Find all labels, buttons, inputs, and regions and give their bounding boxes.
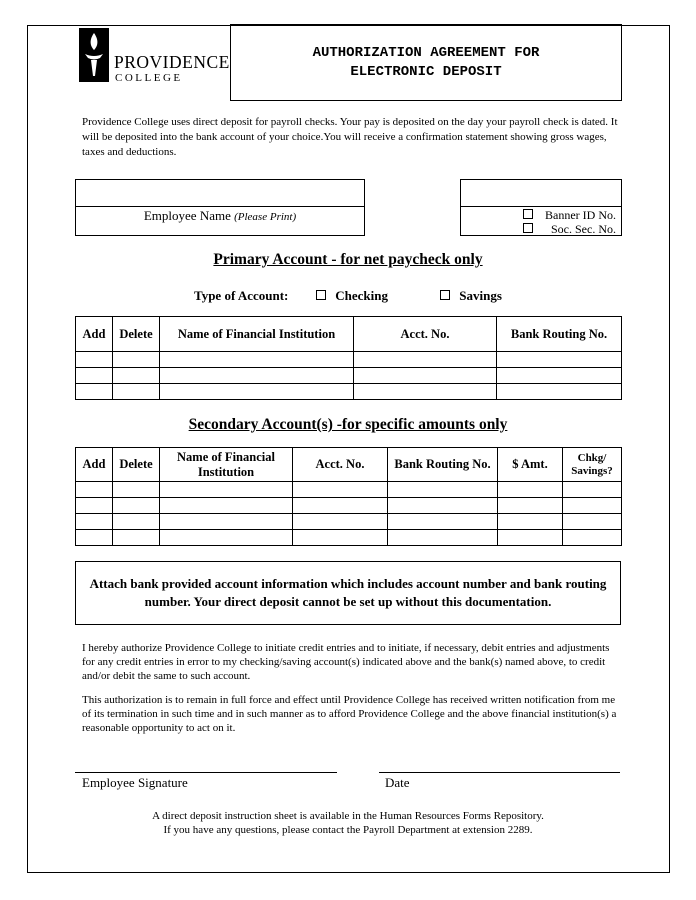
savings-checkbox[interactable] xyxy=(440,290,450,300)
logo-subtitle: COLLEGE xyxy=(115,72,183,84)
logo-name: PROVIDENCE xyxy=(114,52,230,72)
signature-line[interactable] xyxy=(75,772,337,773)
employee-name-field[interactable] xyxy=(76,180,364,206)
col-amount: $ Amt. xyxy=(498,448,563,482)
account-type-label: Type of Account: xyxy=(194,288,289,303)
college-logo-icon xyxy=(79,28,109,82)
banner-id-option[interactable]: Banner ID No. xyxy=(523,208,616,223)
table-row[interactable] xyxy=(76,514,622,530)
footer-line-1: A direct deposit instruction sheet is available in the Human Resources Forms Repository. xyxy=(152,810,544,822)
checking-option[interactable]: Checking xyxy=(316,288,388,304)
table-row[interactable] xyxy=(76,482,622,498)
form-title xyxy=(230,24,622,101)
employee-id-field[interactable] xyxy=(461,180,621,206)
table-row[interactable] xyxy=(76,352,622,368)
table-row[interactable] xyxy=(76,384,622,400)
table-header-row xyxy=(76,317,622,352)
col-delete: Delete xyxy=(113,448,160,482)
banner-id-checkbox[interactable] xyxy=(523,209,533,219)
ssn-option[interactable]: Soc. Sec. No. xyxy=(523,222,616,237)
table-row[interactable] xyxy=(76,498,622,514)
col-routing-no: Bank Routing No. xyxy=(388,448,498,482)
col-acct-no: Acct. No. xyxy=(293,448,388,482)
col-chkg-savings: Chkg/ Savings? xyxy=(563,448,622,482)
secondary-account-table xyxy=(75,447,622,546)
employee-name-box xyxy=(75,179,365,236)
col-institution: Name of Financial Institution xyxy=(160,448,293,482)
authorization-paragraph-2: This authorization is to remain in full force and effect until Providence College has received written notification from me of its termination in such time and in such manner as to afford Providence College and the above financial institution(s) a reasonable opportunity to act on it. xyxy=(82,694,617,734)
col-add: Add xyxy=(76,448,113,482)
footer-line-2: If you have any questions, please contact the Payroll Department at extension 2289. xyxy=(163,824,533,836)
date-label: Date xyxy=(385,775,410,790)
employee-name-hint: (Please Print) xyxy=(234,211,297,223)
documentation-notice: Attach bank provided account information which includes account number and bank routing number. Your direct deposit cannot be set up without this documentation. xyxy=(75,561,621,625)
col-routing-no: Bank Routing No. xyxy=(497,317,622,352)
checking-checkbox[interactable] xyxy=(316,290,326,300)
table-header-row xyxy=(76,448,622,482)
ssn-checkbox[interactable] xyxy=(523,223,533,233)
savings-option[interactable]: Savings xyxy=(440,288,502,304)
primary-account-table xyxy=(75,316,622,400)
col-delete: Delete xyxy=(113,317,160,352)
col-acct-no: Acct. No. xyxy=(354,317,497,352)
table-row[interactable] xyxy=(76,530,622,546)
title-line-2: ELECTRONIC DEPOSIT xyxy=(350,63,502,80)
employee-signature-label: Employee Signature xyxy=(82,775,188,790)
employee-name-label: Employee Name (Please Print) xyxy=(143,208,297,223)
col-add: Add xyxy=(76,317,113,352)
title-line-1: AUTHORIZATION AGREEMENT FOR xyxy=(312,44,540,61)
authorization-paragraph-1: I hereby authorize Providence College to initiate credit entries and to initiate, if necessary, debit entries and adjustments for any credit entries in error to my checking/saving account(s) indicated above and the bank(s) named above, to credit and/or debit the same to such account. xyxy=(82,642,610,682)
intro-paragraph: Providence College uses direct deposit for payroll checks. Your pay is deposited on the day your payroll check is dated. It will be deposited into the bank account of your choice.You will receive a confirmation statement showing gross wages, taxes and deductions. xyxy=(82,116,618,158)
employee-id-box xyxy=(460,179,622,236)
table-row[interactable] xyxy=(76,368,622,384)
primary-account-heading: Primary Account - for net paycheck only xyxy=(213,251,483,268)
col-institution: Name of Financial Institution xyxy=(160,317,354,352)
secondary-account-heading: Secondary Account(s) -for specific amounts only xyxy=(188,416,508,433)
date-line[interactable] xyxy=(379,772,620,773)
